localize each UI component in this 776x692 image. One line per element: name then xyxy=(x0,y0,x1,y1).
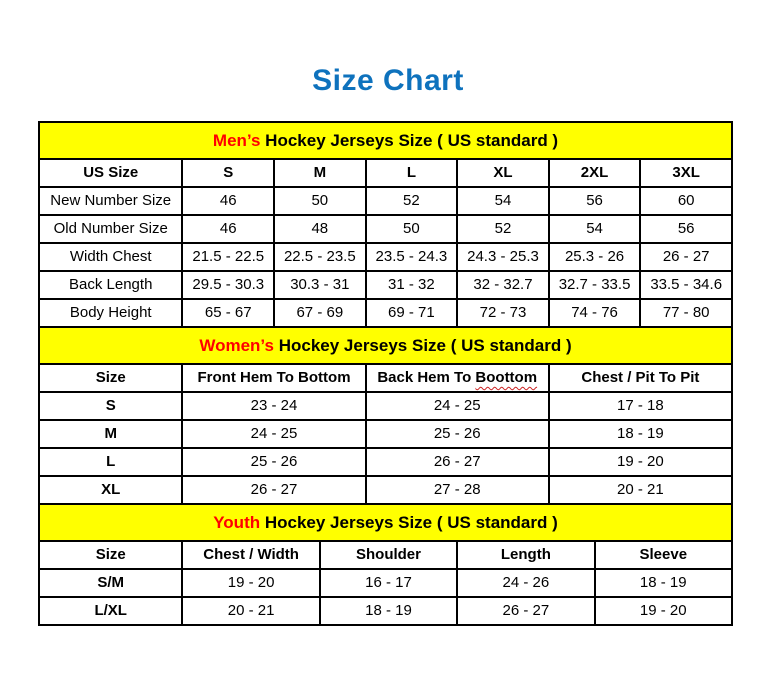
cell: 27 - 28 xyxy=(366,476,549,504)
cell: 18 - 19 xyxy=(549,420,732,448)
table-row xyxy=(39,243,732,271)
cell: 56 xyxy=(549,187,641,215)
column-header: Size xyxy=(39,541,182,569)
cell: 25 - 26 xyxy=(182,448,365,476)
section-accent-label-mens: Men’s xyxy=(212,131,261,150)
section-accent-label-youth: Youth xyxy=(213,513,261,532)
cell: 29.5 - 30.3 xyxy=(182,271,274,299)
header-row-womens xyxy=(39,364,732,392)
cell: 65 - 67 xyxy=(182,299,274,327)
cell: 25 - 26 xyxy=(366,420,549,448)
cell: 26 - 27 xyxy=(182,476,365,504)
row-label: Back Length xyxy=(39,271,182,299)
table-row xyxy=(39,597,732,625)
misspelled-word: Boottom xyxy=(475,368,538,386)
cell: 26 - 27 xyxy=(640,243,732,271)
cell: 18 - 19 xyxy=(320,597,457,625)
row-label: S/M xyxy=(39,569,182,597)
page-title: Size Chart xyxy=(312,64,464,97)
column-header: Chest / Pit To Pit xyxy=(549,364,732,392)
column-header: Length xyxy=(457,541,594,569)
cell: 18 - 19 xyxy=(595,569,732,597)
cell: 24.3 - 25.3 xyxy=(457,243,549,271)
section-header-mens: Men’s Hockey Jerseys Size ( US standard ) xyxy=(38,121,733,160)
cell: 48 xyxy=(274,215,366,243)
cell: 19 - 20 xyxy=(549,448,732,476)
cell: 24 - 25 xyxy=(182,420,365,448)
table-womens xyxy=(38,363,733,505)
table-row xyxy=(39,271,732,299)
table-row xyxy=(39,476,732,504)
cell: 56 xyxy=(640,215,732,243)
cell: 22.5 - 23.5 xyxy=(274,243,366,271)
column-header: XL xyxy=(457,159,549,187)
cell: 46 xyxy=(182,215,274,243)
row-label: Body Height xyxy=(39,299,182,327)
cell: 52 xyxy=(366,187,458,215)
section-accent-label-womens: Women’s xyxy=(199,336,274,355)
cell: 23.5 - 24.3 xyxy=(366,243,458,271)
table-row xyxy=(39,569,732,597)
section-header-womens: Women’s Hockey Jerseys Size ( US standard ) xyxy=(38,326,733,365)
cell: 21.5 - 22.5 xyxy=(182,243,274,271)
cell: 77 - 80 xyxy=(640,299,732,327)
cell: 46 xyxy=(182,187,274,215)
cell: 74 - 76 xyxy=(549,299,641,327)
cell: 20 - 21 xyxy=(182,597,319,625)
cell: 19 - 20 xyxy=(595,597,732,625)
column-header: 3XL xyxy=(640,159,732,187)
row-label: L xyxy=(39,448,182,476)
cell: 17 - 18 xyxy=(549,392,732,420)
table-row xyxy=(39,187,732,215)
cell: 16 - 17 xyxy=(320,569,457,597)
column-header: Front Hem To Bottom xyxy=(182,364,365,392)
table-row xyxy=(39,420,732,448)
column-header: 2XL xyxy=(549,159,641,187)
column-header: L xyxy=(366,159,458,187)
cell: 52 xyxy=(457,215,549,243)
section-header-youth: Youth Hockey Jerseys Size ( US standard ) xyxy=(38,503,733,542)
section-mens xyxy=(38,121,733,328)
section-womens xyxy=(38,326,733,505)
cell: 19 - 20 xyxy=(182,569,319,597)
size-chart-tables xyxy=(38,121,733,626)
column-header: Back Hem To Boottom xyxy=(366,364,549,392)
cell: 67 - 69 xyxy=(274,299,366,327)
row-label: M xyxy=(39,420,182,448)
cell: 26 - 27 xyxy=(366,448,549,476)
column-header: Chest / Width xyxy=(182,541,319,569)
column-header: Size xyxy=(39,364,182,392)
column-header: Shoulder xyxy=(320,541,457,569)
table-row xyxy=(39,299,732,327)
cell: 20 - 21 xyxy=(549,476,732,504)
column-header: M xyxy=(274,159,366,187)
row-label: XL xyxy=(39,476,182,504)
table-youth xyxy=(38,540,733,626)
cell: 24 - 25 xyxy=(366,392,549,420)
column-header: S xyxy=(182,159,274,187)
header-row-mens xyxy=(39,159,732,187)
cell: 26 - 27 xyxy=(457,597,594,625)
row-label: New Number Size xyxy=(39,187,182,215)
column-header: US Size xyxy=(39,159,182,187)
cell: 23 - 24 xyxy=(182,392,365,420)
cell: 32.7 - 33.5 xyxy=(549,271,641,299)
cell: 25.3 - 26 xyxy=(549,243,641,271)
cell: 30.3 - 31 xyxy=(274,271,366,299)
cell: 54 xyxy=(457,187,549,215)
cell: 50 xyxy=(366,215,458,243)
row-label: Old Number Size xyxy=(39,215,182,243)
cell: 24 - 26 xyxy=(457,569,594,597)
header-row-youth xyxy=(39,541,732,569)
section-youth xyxy=(38,503,733,626)
row-label: L/XL xyxy=(39,597,182,625)
cell: 33.5 - 34.6 xyxy=(640,271,732,299)
table-mens xyxy=(38,158,733,328)
cell: 69 - 71 xyxy=(366,299,458,327)
row-label: S xyxy=(39,392,182,420)
cell: 50 xyxy=(274,187,366,215)
column-header: Sleeve xyxy=(595,541,732,569)
table-row xyxy=(39,448,732,476)
cell: 60 xyxy=(640,187,732,215)
cell: 31 - 32 xyxy=(366,271,458,299)
table-row xyxy=(39,215,732,243)
row-label: Width Chest xyxy=(39,243,182,271)
cell: 72 - 73 xyxy=(457,299,549,327)
table-row xyxy=(39,392,732,420)
cell: 32 - 32.7 xyxy=(457,271,549,299)
cell: 54 xyxy=(549,215,641,243)
